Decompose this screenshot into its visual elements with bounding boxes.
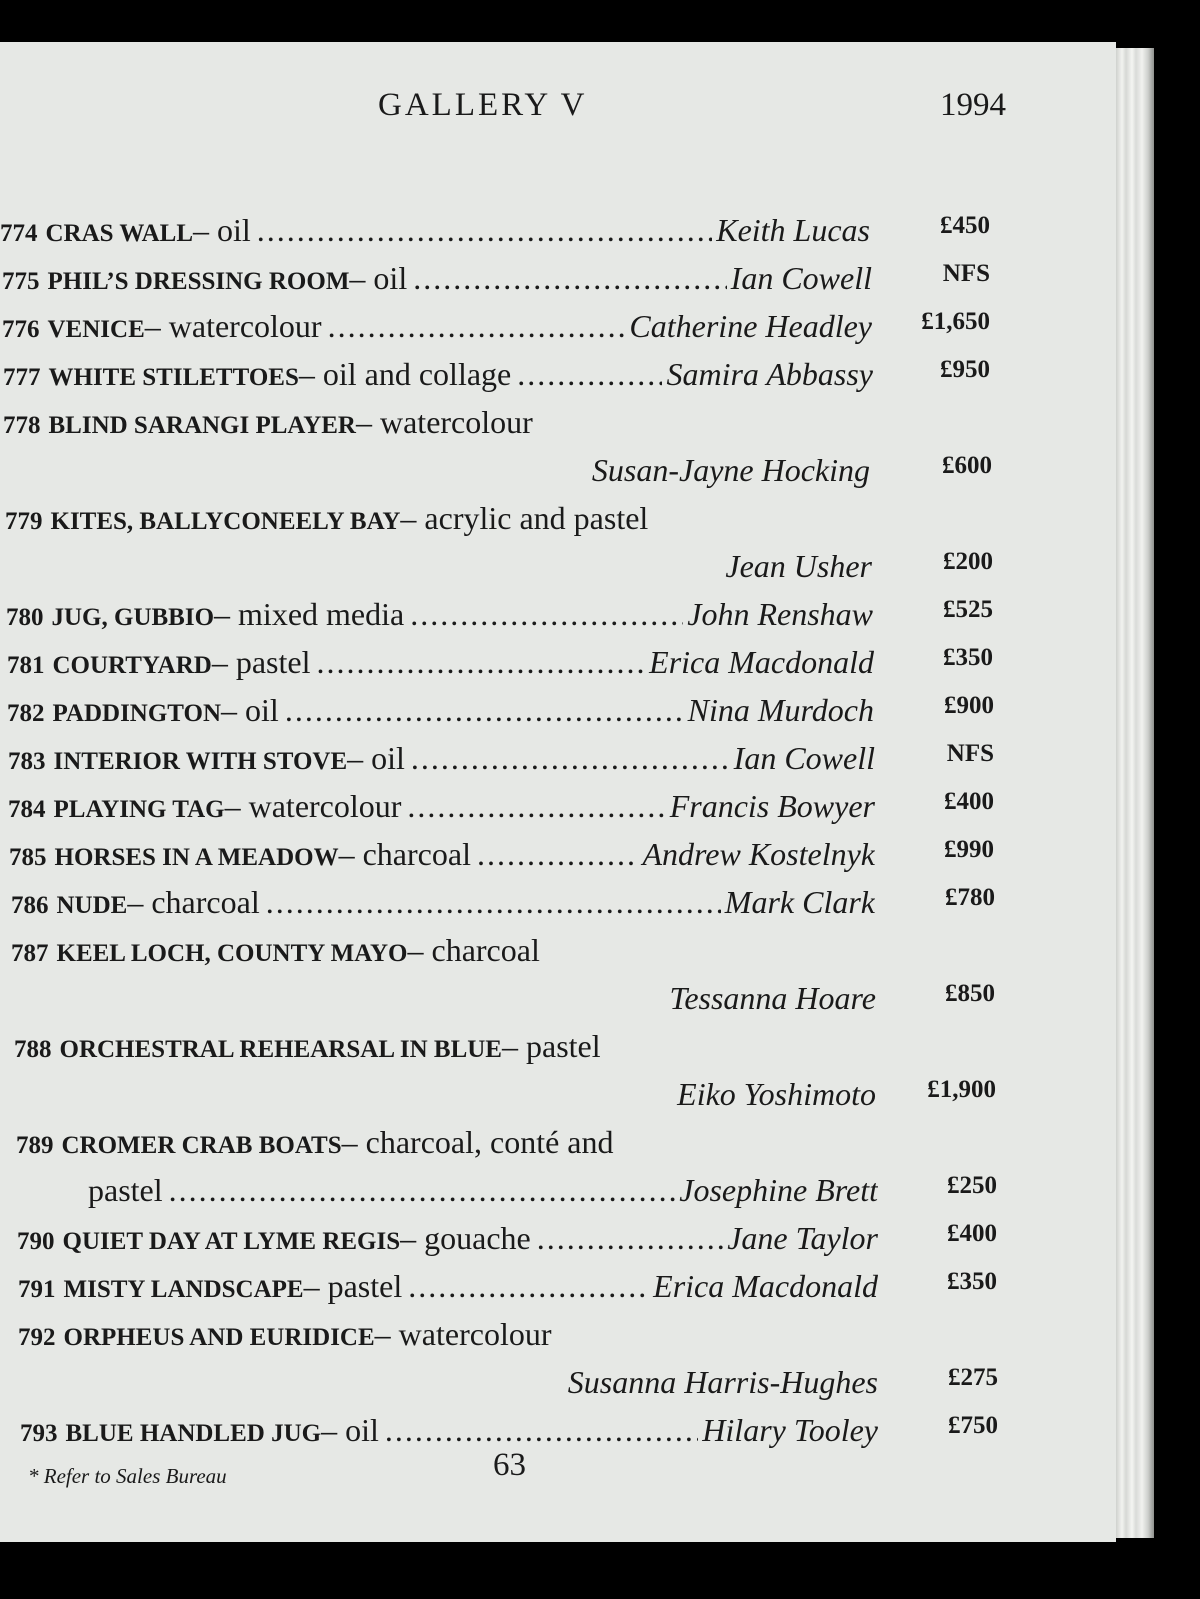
entry-price: £350 xyxy=(943,644,993,671)
entry-price: £750 xyxy=(948,1412,998,1439)
entry-number: 774 xyxy=(0,220,38,247)
entry-medium-continuation: pastel xyxy=(88,1172,163,1208)
catalogue-entry xyxy=(0,1268,1116,1312)
catalogue-entry xyxy=(0,1220,1116,1264)
catalogue-entry xyxy=(0,1412,1116,1456)
gallery-title: GALLERY V xyxy=(378,87,588,123)
entry-number: 793 xyxy=(20,1420,58,1447)
entry-number: 788 xyxy=(14,1036,52,1063)
leader-dots xyxy=(285,692,684,729)
leader-dots xyxy=(477,836,639,873)
entry-artist: Andrew Kostelnyk xyxy=(642,836,875,872)
entry-artist: Catherine Headley xyxy=(629,308,872,344)
entry-artist: Erica Macdonald xyxy=(649,644,874,680)
catalogue-entry xyxy=(0,308,1116,352)
entry-title: PADDINGTON xyxy=(52,700,222,727)
entry-number: 782 xyxy=(7,700,45,727)
catalogue-entry xyxy=(0,932,1116,976)
entry-price: £1,900 xyxy=(927,1076,996,1103)
entry-title: INTERIOR WITH STOVE xyxy=(53,748,348,775)
catalogue-entry xyxy=(0,788,1116,832)
entry-number: 778 xyxy=(3,412,41,439)
entry-medium: – oil xyxy=(221,692,279,728)
leader-dots xyxy=(266,884,721,921)
entry-price: £600 xyxy=(942,452,992,479)
entry-number: 783 xyxy=(8,748,46,775)
entry-medium: – pastel xyxy=(211,644,311,680)
entry-medium: – acrylic and pastel xyxy=(400,500,649,536)
entry-title: KITES, BALLYCONEELY BAY xyxy=(50,508,401,535)
entry-number: 792 xyxy=(18,1324,56,1351)
catalogue-entry xyxy=(0,1124,1116,1168)
catalogue-entry xyxy=(0,740,1116,784)
entry-medium: – gouache xyxy=(400,1220,531,1256)
entry-artist: Susan-Jayne Hocking xyxy=(591,452,870,488)
entry-medium: – pastel xyxy=(303,1268,403,1304)
entry-medium: – charcoal xyxy=(127,884,260,920)
entry-title: PLAYING TAG xyxy=(53,796,225,823)
entry-price: £400 xyxy=(944,788,994,815)
catalogue-entry xyxy=(0,692,1116,736)
entry-title: WHITE STILETTOES xyxy=(48,364,299,391)
entry-price: £850 xyxy=(945,980,995,1007)
entry-medium: – oil and collage xyxy=(298,356,512,392)
leader-dots xyxy=(411,740,730,777)
catalogue-entry-continuation xyxy=(0,1172,1116,1216)
entry-medium: – oil xyxy=(193,212,251,248)
entry-artist: Tessanna Hoare xyxy=(669,980,876,1016)
entry-title: PHIL’S DRESSING ROOM xyxy=(47,268,350,295)
entry-number: 784 xyxy=(8,796,46,823)
leader-dots xyxy=(385,1412,698,1449)
entry-artist: Erica Macdonald xyxy=(653,1268,878,1304)
catalogue-entry-continuation xyxy=(0,980,1116,1024)
entry-medium: – watercolour xyxy=(144,308,322,344)
entry-title: MISTY LANDSCAPE xyxy=(63,1276,304,1303)
footnote: * Refer to Sales Bureau xyxy=(28,1464,227,1488)
entry-title: COURTYARD xyxy=(52,652,212,679)
leader-dots xyxy=(408,1268,649,1305)
entry-number: 787 xyxy=(11,940,49,967)
entry-price: £1,650 xyxy=(921,308,990,335)
entry-number: 791 xyxy=(18,1276,56,1303)
leader-dots xyxy=(316,644,645,681)
entry-medium: – charcoal, conté and xyxy=(341,1124,614,1160)
entry-price: £990 xyxy=(944,836,994,863)
entry-title: BLIND SARANGI PLAYER xyxy=(48,412,356,439)
entry-artist: Eiko Yoshimoto xyxy=(677,1076,876,1112)
entry-artist: Ian Cowell xyxy=(733,740,875,776)
entry-number: 775 xyxy=(2,268,40,295)
catalogue-entry xyxy=(0,260,1116,304)
entry-price: £275 xyxy=(948,1364,998,1391)
leader-dots xyxy=(169,1172,676,1209)
entry-number: 780 xyxy=(6,604,44,631)
leader-dots xyxy=(537,1220,723,1257)
catalogue-entry xyxy=(0,404,1116,448)
leader-dots xyxy=(407,788,665,825)
catalogue-entry xyxy=(0,836,1116,880)
entry-title: CRAS WALL xyxy=(45,220,193,247)
leader-dots xyxy=(257,212,712,249)
entry-price: £400 xyxy=(947,1220,997,1247)
catalogue-entry xyxy=(0,212,1116,256)
entry-artist: Jean Usher xyxy=(725,548,872,584)
entry-artist: Francis Bowyer xyxy=(669,788,875,824)
catalogue-entry xyxy=(0,356,1116,400)
catalogue-page xyxy=(0,42,1116,1542)
entry-title: ORCHESTRAL REHEARSAL IN BLUE xyxy=(59,1036,502,1063)
entry-medium: – watercolour xyxy=(374,1316,552,1352)
catalogue-entry xyxy=(0,1316,1116,1360)
entry-price: £200 xyxy=(943,548,993,575)
catalogue-entry xyxy=(0,884,1116,928)
entry-medium: – charcoal xyxy=(407,932,540,968)
entry-artist: Jane Taylor xyxy=(727,1220,878,1256)
entry-medium: – charcoal xyxy=(338,836,471,872)
leader-dots xyxy=(328,308,626,345)
entry-medium: – oil xyxy=(347,740,405,776)
entry-price: £950 xyxy=(940,356,990,383)
entry-title: KEEL LOCH, COUNTY MAYO xyxy=(56,940,408,967)
entry-price: £780 xyxy=(945,884,995,911)
page-number: 63 xyxy=(493,1447,526,1483)
catalogue-entry-continuation xyxy=(0,548,1116,592)
entry-number: 777 xyxy=(3,364,41,391)
entry-artist: Nina Murdoch xyxy=(687,692,874,728)
catalogue-entry-continuation xyxy=(0,1364,1116,1408)
entry-artist: Samira Abbassy xyxy=(666,356,873,392)
entry-price: NFS xyxy=(946,740,994,767)
entry-number: 776 xyxy=(2,316,40,343)
entry-number: 785 xyxy=(9,844,47,871)
entry-artist: Mark Clark xyxy=(724,884,875,920)
entry-price: £350 xyxy=(947,1268,997,1295)
entry-artist: Susanna Harris-Hughes xyxy=(567,1364,878,1400)
entry-artist: John Renshaw xyxy=(687,596,873,632)
entry-title: JUG, GUBBIO xyxy=(51,604,215,631)
year: 1994 xyxy=(940,87,1006,123)
catalogue-entry xyxy=(0,596,1116,640)
leader-dots xyxy=(410,596,683,633)
entry-medium: – oil xyxy=(321,1412,379,1448)
catalogue-entry xyxy=(0,644,1116,688)
entry-number: 789 xyxy=(16,1132,54,1159)
entry-price: £250 xyxy=(947,1172,997,1199)
page-edge xyxy=(1116,48,1154,1538)
entry-number: 781 xyxy=(7,652,45,679)
entry-price: £900 xyxy=(944,692,994,719)
entry-title: NUDE xyxy=(56,892,128,919)
entry-number: 790 xyxy=(17,1228,55,1255)
catalogue-entry-continuation xyxy=(0,1076,1116,1120)
entry-number: 779 xyxy=(5,508,43,535)
entry-price: NFS xyxy=(942,260,990,287)
entry-title: BLUE HANDLED JUG xyxy=(65,1420,322,1447)
entry-artist: Josephine Brett xyxy=(679,1172,878,1208)
catalogue-entry-continuation xyxy=(0,452,1116,496)
entry-title: CROMER CRAB BOATS xyxy=(61,1132,342,1159)
entry-title: VENICE xyxy=(47,316,145,343)
entry-title: QUIET DAY AT LYME REGIS xyxy=(62,1228,401,1255)
catalogue-entry xyxy=(0,500,1116,544)
entry-price: £525 xyxy=(943,596,993,623)
leader-dots xyxy=(517,356,662,393)
entry-number: 786 xyxy=(11,892,49,919)
entry-price: £450 xyxy=(940,212,990,239)
entry-title: HORSES IN A MEADOW xyxy=(54,844,339,871)
entry-artist: Hilary Tooley xyxy=(702,1412,878,1448)
leader-dots xyxy=(413,260,726,297)
entry-title: ORPHEUS AND EURIDICE xyxy=(63,1324,375,1351)
entry-artist: Keith Lucas xyxy=(716,212,870,248)
entry-medium: – pastel xyxy=(501,1028,601,1064)
entry-medium: – mixed media xyxy=(214,596,405,632)
entry-medium: – watercolour xyxy=(355,404,533,440)
entry-artist: Ian Cowell xyxy=(730,260,872,296)
entry-medium: – oil xyxy=(349,260,408,296)
catalogue-entry xyxy=(0,1028,1116,1072)
entry-medium: – watercolour xyxy=(224,788,402,824)
